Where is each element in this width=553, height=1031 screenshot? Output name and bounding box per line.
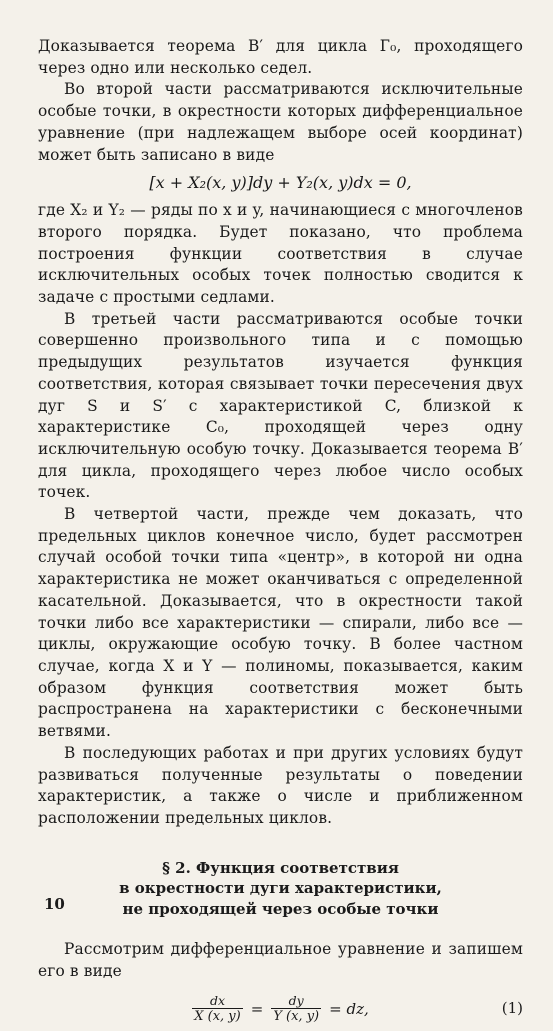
fraction-denominator: X (x, y) (194, 1008, 241, 1024)
fraction-numerator: dy (288, 992, 304, 1008)
section-heading-line-3: не проходящей через особые точки (122, 899, 439, 918)
section-heading-line-1: § 2. Функция соответствия (162, 858, 399, 877)
formula-exceptional-point: [x + X₂(x, y)]dy + Y₂(x, y)dx = 0, (149, 173, 412, 193)
equation-1 (38, 987, 523, 1031)
section-heading-line-2: в окрестности дуги характеристики, (119, 879, 442, 898)
equals-sign: = (250, 999, 264, 1018)
paragraph-part-two: Во второй части рассматриваются исключительные особые точки, в окрестности которых дифференциальное уравнение (при надлежащем выборе осей координат) может быть записано в виде (38, 80, 523, 164)
section-heading (38, 858, 523, 920)
paragraph-part-four: В четвертой части, прежде чем доказать, что предельных циклов конечное число, будет рассмотрен случай особой точки типа «центр», в которой ни одна характеристика не может оканчиваться с определенной касательной. Доказывается, что в окрестности такой точки либо все характеристики — спирали, либо все — циклы, окружающие особую точку. В более частном случае, когда X и Y — полиномы, показывается, каким образом функция соответствия может быть распространена на характеристики с бесконечными ветвями. (38, 505, 523, 741)
paragraph-part-three: В третьей части рассматриваются особые точки совершенно произвольного типа и с помощью предыдущих результатов изучается функция соответствия, которая связывает точки пересечения двух дуг S и S′ с характеристикой C, близкой к характеристике C₀, проходящей через одну исключительную особую точку. Доказывается теорема B′ для цикла, проходящего через любое число особых точек. (38, 309, 523, 502)
paragraph-theorem-b-prime: Доказывается теорема В′ для цикла Г₀, проходящего через одно или несколько седел. (38, 37, 523, 77)
equals-dz: = dz, (329, 999, 369, 1018)
page-number: 10 (44, 895, 65, 913)
equation-number: (1) (501, 998, 523, 1017)
fraction-numerator: dx (209, 992, 226, 1008)
fraction-dy-over-y (271, 993, 321, 1025)
paragraph-future-work: В последующих работах и при других условиях будут развиваться полученные результаты о поведении характеристик, а также о числе и приближенном расположении предельных циклов. (38, 743, 523, 827)
fraction-denominator: Y (x, y) (273, 1008, 320, 1024)
paragraph-series-description: где X₂ и Y₂ — ряды по x и y, начинающиеся с многочленов второго порядка. Будет показано, что проблема построения функции соответствия в случае исключительных особых точек полностью сводится к задаче с простыми седлами. (38, 201, 523, 307)
fraction-dx-over-x (192, 993, 242, 1025)
paragraph-consider-equation: Рассмотрим дифференциальное уравнение и запишем его в виде (38, 940, 523, 980)
